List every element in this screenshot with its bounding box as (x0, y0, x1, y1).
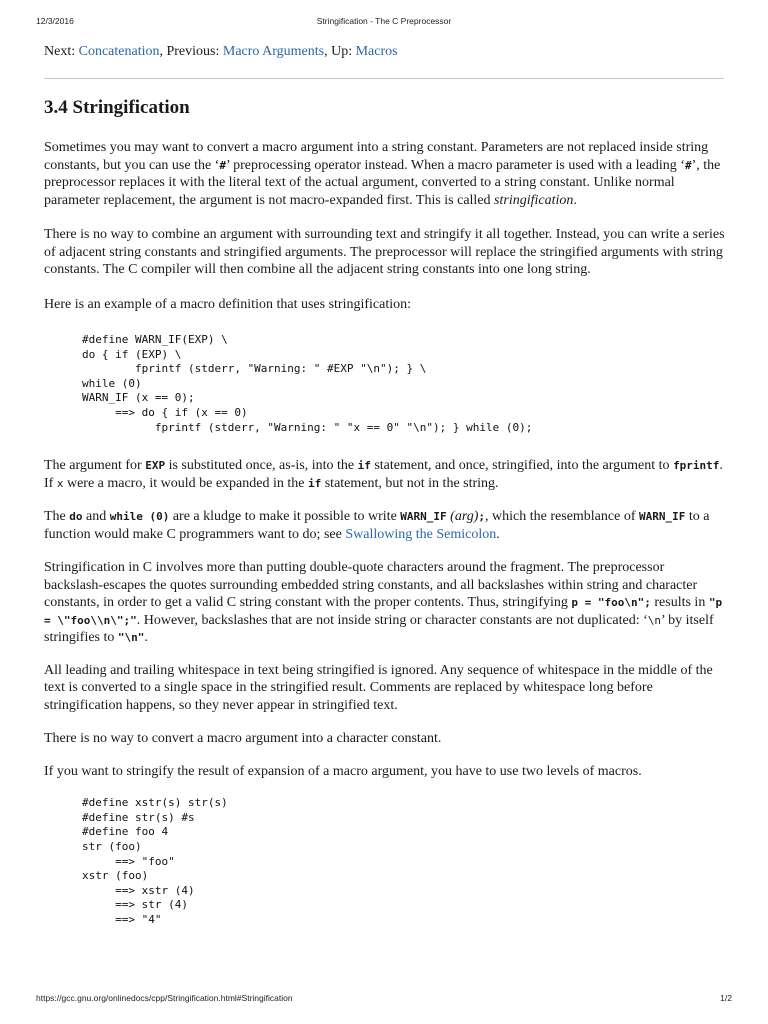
text: ’ by itself stringifies to (44, 612, 714, 646)
print-date: 12/3/2016 (36, 16, 74, 26)
text: . (144, 630, 148, 646)
inline-code: fprintf (673, 459, 720, 473)
text: statement, and once, stringified, into the argument to (370, 458, 674, 474)
paragraph-argument (44, 457, 726, 492)
inline-code: WARN_IF (400, 510, 447, 524)
code-block-warn-if: #define WARN_IF(EXP) \ do { if (EXP) \ fprintf (stderr, "Warning: " #EXP "\n"); } \ while (0) WARN_IF (x == 0); ==> do { if (x == 0) fprintf (stderr, "Warning: " "x == 0" "\n"); } while (0); (82, 333, 533, 434)
hash-operator: # (219, 158, 226, 172)
inline-code: x (56, 476, 64, 490)
defined-term: stringification (494, 192, 574, 208)
italic-arg: (arg) (450, 509, 479, 525)
text: Stringification in C involves more than putting double-quote characters around the fragment. The preprocessor backslash-escapes the quotes surrounding embedded string constants, and all backslashes within string and character constants, in order to get a valid C string constant with the proper contents. Thus, stringifying (44, 560, 698, 611)
inline-code: while (0) (109, 510, 170, 524)
next-label: Next: (44, 44, 76, 59)
paragraph-example-intro: Here is an example of a macro definition that uses stringification: (44, 296, 411, 312)
text: is substituted once, as-is, into the (165, 458, 358, 474)
swallowing-semicolon-link[interactable]: Swallowing the Semicolon (345, 526, 497, 542)
inline-code: ; (478, 510, 486, 524)
inline-code: do (69, 510, 83, 524)
text: to a function would make C programmers want to do; see (44, 509, 710, 542)
paragraph-intro (44, 139, 726, 209)
text: . (573, 192, 577, 208)
section-heading: 3.4 Stringification (44, 97, 190, 118)
up-link[interactable]: Macros (355, 44, 398, 59)
text: The argument for (44, 458, 146, 474)
print-url: https://gcc.gnu.org/onlinedocs/cpp/Stringification.html#Stringification (36, 993, 293, 1003)
text: . If (44, 458, 723, 491)
text: ’, the preprocessor replaces it with the literal text of the actual argument, converted to a string constant. Unlike normal parameter replacement, the argument is not macro-expanded first. This is called (44, 157, 721, 208)
inline-code: WARN_IF (639, 510, 686, 524)
text: statement, but not in the string. (321, 475, 499, 491)
print-page-number: 1/2 (720, 993, 732, 1003)
paragraph-whitespace: All leading and trailing whitespace in text being stringified is ignored. Any sequence of whitespace in the middle of the text is converted to a single space in the stringified result. Comments are replaced by whitespace long before stringification happens, so they never appear in stringified text. (44, 662, 713, 713)
inline-code: EXP (145, 459, 166, 473)
text: . However, backslashes that are not inside string or character constants are not duplicated: ‘ (136, 612, 648, 628)
inline-code: if (357, 459, 371, 473)
paragraph-char-constant: There is no way to convert a macro argument into a character constant. (44, 731, 442, 747)
text: Sometimes you may want to convert a macro argument into a string constant. Parameters are not replaced inside string constants, but you can use the ‘ (44, 140, 709, 173)
document-content (44, 42, 726, 928)
text: are a kludge to make it possible to write (169, 509, 401, 525)
next-link[interactable]: Concatenation (78, 44, 160, 59)
inline-code: "p = \"foo\\n\";" (44, 596, 723, 627)
node-navigation: Next: Concatenation, Previous: Macro Arguments, Up: Macros (44, 44, 398, 59)
inline-code: "\n" (117, 631, 145, 645)
previous-link[interactable]: Macro Arguments (222, 44, 325, 59)
hash-operator: # (684, 158, 692, 172)
print-page-title: Stringification - The C Preprocessor (316, 16, 452, 26)
text: , which the resemblance of (485, 509, 639, 525)
paragraph-combine: There is no way to combine an argument with surrounding text and stringify it all together. Instead, you can write a series of adjacent string constants and stringified arguments. The preprocessor will replace the stringified arguments with string constants. The C compiler will then combine all the adjacent string constants into one long string. (44, 227, 725, 277)
code-block-xstr: #define xstr(s) str(s) #define str(s) #s #define foo 4 str (foo) ==> "foo" xstr (foo) ==> xstr (4) ==> str (4) ==> "4" (82, 796, 228, 926)
paragraph-two-levels: If you want to stringify the result of expansion of a macro argument, you have to use two levels of macros. (44, 763, 642, 779)
text: results in (650, 595, 709, 611)
previous-label: Previous: (166, 44, 220, 59)
paragraph-kludge (44, 508, 726, 543)
text: were a macro, it would be expanded in the (63, 475, 308, 491)
text: and (82, 509, 110, 525)
up-label: Up: (331, 44, 353, 59)
inline-code: \n (647, 613, 662, 627)
nav-divider (44, 78, 724, 79)
paragraph-escaping (44, 559, 726, 647)
text: . (496, 526, 500, 542)
text: ’ preprocessing operator instead. When a macro parameter is used with a leading ‘ (225, 157, 685, 173)
inline-code: if (307, 476, 322, 490)
text: The (44, 509, 70, 525)
inline-code: p = "foo\n"; (571, 596, 651, 610)
